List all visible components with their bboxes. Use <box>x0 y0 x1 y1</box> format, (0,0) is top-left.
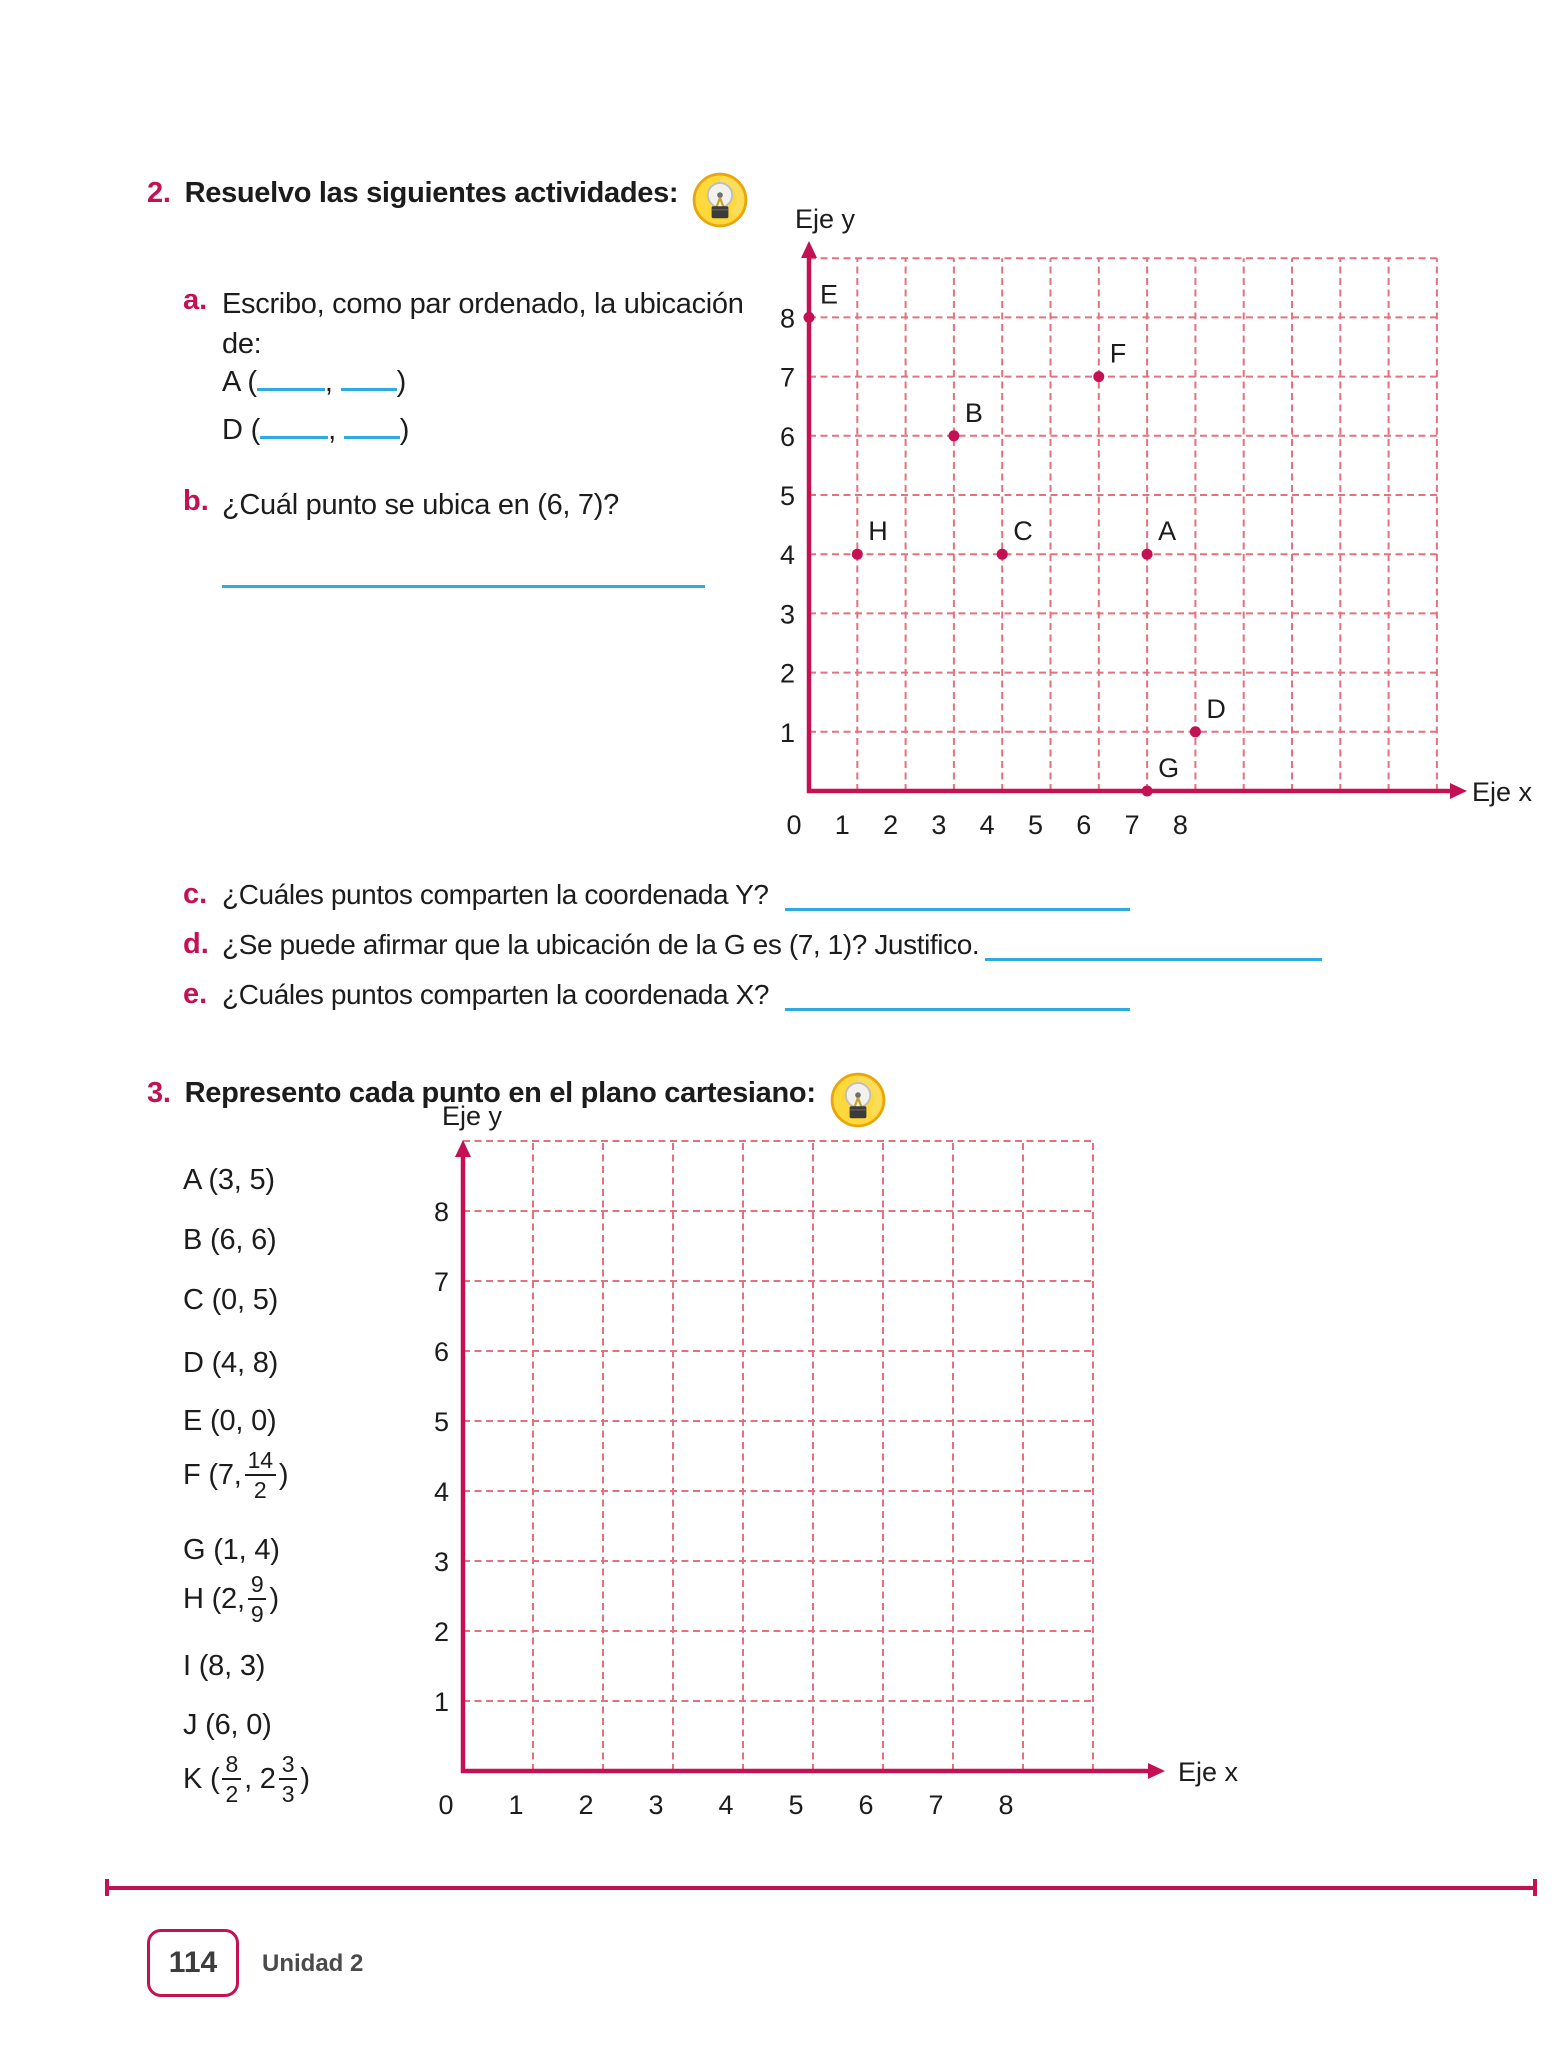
y-tick-label: 8 <box>779 303 795 334</box>
point-label: C <box>1013 516 1033 547</box>
point-dot <box>1142 549 1153 560</box>
x-tick-label: 0 <box>438 1790 454 1820</box>
point-label: D <box>1206 693 1226 724</box>
y-tick-label: 5 <box>433 1407 449 1437</box>
point-list-item <box>183 1224 277 1257</box>
point-label: E <box>820 279 839 310</box>
point-list-item <box>183 1709 272 1742</box>
point-list-item <box>183 1164 275 1197</box>
fraction-denominator: 2 <box>253 1477 267 1504</box>
ordered-pair-row-D <box>222 414 409 447</box>
item-c-text: ¿Cuáles puntos comparten la coordenada Y? <box>222 879 769 910</box>
fraction <box>248 1572 267 1626</box>
x-tick-label: 5 <box>788 1790 804 1820</box>
x-tick-label: 7 <box>1124 810 1140 840</box>
point-dot <box>997 549 1008 560</box>
fraction-denominator: 2 <box>225 1781 239 1808</box>
y-axis-label: Eje y <box>442 1101 503 1131</box>
answer-blank-a-x[interactable] <box>257 388 325 391</box>
answer-line-d[interactable] <box>985 958 1322 961</box>
answer-line-c[interactable] <box>785 908 1130 911</box>
x-tick-label: 5 <box>1027 810 1044 840</box>
answer-blank-d-x[interactable] <box>260 436 328 439</box>
x-axis-arrow <box>1148 1763 1165 1779</box>
exercise-3-title: Represento cada punto en el plano cartesiano: <box>184 1076 816 1109</box>
pair-a-comma: , <box>324 366 333 398</box>
page-number-box <box>147 1929 239 1997</box>
point-list-item <box>183 1752 310 1806</box>
point-dot <box>1190 726 1201 737</box>
y-tick-label: 4 <box>779 540 795 571</box>
point-list-text: ) <box>269 1582 279 1615</box>
y-tick-label: 3 <box>433 1547 449 1577</box>
point-list-text: F (7, <box>183 1458 242 1491</box>
answer-blank-a-y[interactable] <box>341 388 397 391</box>
point-list-text: K ( <box>183 1762 220 1795</box>
point-label: F <box>1109 338 1127 369</box>
x-tick-label: 8 <box>998 1790 1014 1820</box>
point-list-item <box>183 1572 279 1626</box>
lightbulb-icon <box>692 172 748 228</box>
footer-rule-left-tick <box>105 1879 109 1896</box>
point-dot <box>1142 786 1153 797</box>
footer-rule-right-tick <box>1533 1879 1537 1896</box>
item-c-label: c. <box>183 878 208 910</box>
item-e-label: e. <box>183 978 208 1010</box>
x-tick-label: 8 <box>1172 810 1188 840</box>
fraction-denominator: 3 <box>281 1781 295 1808</box>
point-list-text: G (1, 4) <box>183 1534 280 1566</box>
pair-d-suffix: ) <box>399 414 410 446</box>
pair-d-prefix: D ( <box>222 414 261 446</box>
x-tick-label: 2 <box>578 1790 594 1820</box>
footer-rule <box>105 1886 1537 1890</box>
point-list-text: D (4, 8) <box>183 1347 279 1379</box>
x-tick-label: 3 <box>648 1790 664 1820</box>
fraction <box>245 1448 276 1502</box>
item-e-text: ¿Cuáles puntos comparten la coordenada X? <box>222 979 770 1010</box>
y-tick-label: 2 <box>433 1617 449 1647</box>
point-dot <box>852 549 863 560</box>
exercise-2-heading <box>147 158 748 228</box>
fraction <box>222 1752 241 1806</box>
y-tick-label: 4 <box>433 1477 449 1507</box>
point-label: G <box>1158 753 1180 783</box>
item-b-text: ¿Cuál punto se ubica en (6, 7)? <box>222 489 619 521</box>
point-list-text: H (2, <box>183 1582 245 1615</box>
page-number: 114 <box>168 1946 218 1979</box>
point-dot <box>948 430 959 441</box>
point-list-item <box>183 1405 277 1438</box>
y-tick-label: 7 <box>433 1267 449 1297</box>
y-tick-label: 1 <box>433 1687 449 1717</box>
fraction-numerator: 14 <box>245 1448 276 1476</box>
point-list-text: I (8, 3) <box>183 1650 266 1682</box>
fraction-numerator: 8 <box>222 1752 241 1780</box>
x-tick-label: 7 <box>928 1790 944 1820</box>
item-a-text: Escribo, como par ordenado, la ubicación de: <box>222 288 744 360</box>
point-list-text: ) <box>278 1458 289 1491</box>
x-tick-label: 0 <box>786 810 802 840</box>
exercise-2-number: 2. <box>147 176 171 209</box>
cartesian-plane-with-points <box>760 150 1564 856</box>
point-list-text: E (0, 0) <box>183 1405 277 1437</box>
point-list-item <box>183 1448 288 1502</box>
y-tick-label: 5 <box>779 481 795 511</box>
point-list-text: , 2 <box>244 1762 276 1795</box>
item-d-text: ¿Se puede afirmar que la ubicación de la G es (7, 1)? Justifico. <box>222 929 980 960</box>
point-list-item <box>183 1534 280 1567</box>
point-list-text: C (0, 5) <box>183 1284 279 1316</box>
fraction-denominator: 9 <box>250 1601 264 1628</box>
item-b-label: b. <box>183 485 209 517</box>
point-label: A <box>1158 516 1177 547</box>
pair-d-comma: , <box>328 414 336 446</box>
answer-line-e[interactable] <box>785 1008 1130 1011</box>
answer-line-b[interactable] <box>222 585 705 588</box>
ordered-pair-row-A <box>222 366 406 399</box>
point-list-text: B (6, 6) <box>183 1224 277 1256</box>
y-tick-label: 8 <box>433 1197 449 1227</box>
point-list-text: J (6, 0) <box>183 1709 272 1741</box>
fraction-numerator: 3 <box>279 1752 298 1780</box>
y-tick-label: 6 <box>779 421 795 452</box>
answer-blank-d-y[interactable] <box>344 436 400 439</box>
point-list-item <box>183 1347 278 1380</box>
point-label: B <box>964 397 983 428</box>
y-tick-label: 1 <box>779 717 795 748</box>
x-tick-label: 1 <box>508 1790 524 1820</box>
y-tick-label: 6 <box>433 1337 449 1367</box>
unit-label: Unidad 2 <box>262 1950 364 1977</box>
y-tick-label: 7 <box>779 362 795 393</box>
pair-a-prefix: A ( <box>222 366 257 398</box>
y-tick-label: 2 <box>779 658 795 689</box>
y-tick-label: 3 <box>779 599 795 630</box>
cartesian-plane-empty <box>320 1085 1250 1830</box>
x-tick-label: 4 <box>718 1790 734 1820</box>
y-axis-arrow <box>455 1140 471 1157</box>
y-axis-arrow <box>801 241 817 258</box>
point-list-text: ) <box>300 1762 310 1795</box>
pair-a-suffix: ) <box>396 366 407 398</box>
x-tick-label: 2 <box>883 810 899 840</box>
x-axis-label: Eje x <box>1178 1757 1239 1787</box>
point-list-item <box>183 1284 278 1317</box>
fraction <box>279 1752 298 1806</box>
item-d-label: d. <box>183 928 209 960</box>
x-tick-label: 4 <box>979 810 995 840</box>
y-axis-label: Eje y <box>795 204 856 234</box>
x-tick-label: 6 <box>1076 810 1092 840</box>
item-a-label: a. <box>183 284 208 316</box>
exercise-2-title: Resuelvo las siguientes actividades: <box>184 176 679 209</box>
point-list-item <box>183 1650 265 1683</box>
point-label: H <box>868 516 888 547</box>
x-tick-label: 6 <box>858 1790 874 1820</box>
exercise-3-number: 3. <box>147 1076 171 1109</box>
point-dot <box>1093 371 1104 382</box>
x-axis-arrow <box>1450 783 1467 799</box>
fraction-numerator: 9 <box>248 1572 267 1600</box>
x-tick-label: 3 <box>931 810 947 840</box>
point-dot <box>804 312 815 323</box>
point-list-text: A (3, 5) <box>183 1164 275 1196</box>
x-tick-label: 1 <box>834 810 850 840</box>
x-axis-label: Eje x <box>1472 777 1533 807</box>
